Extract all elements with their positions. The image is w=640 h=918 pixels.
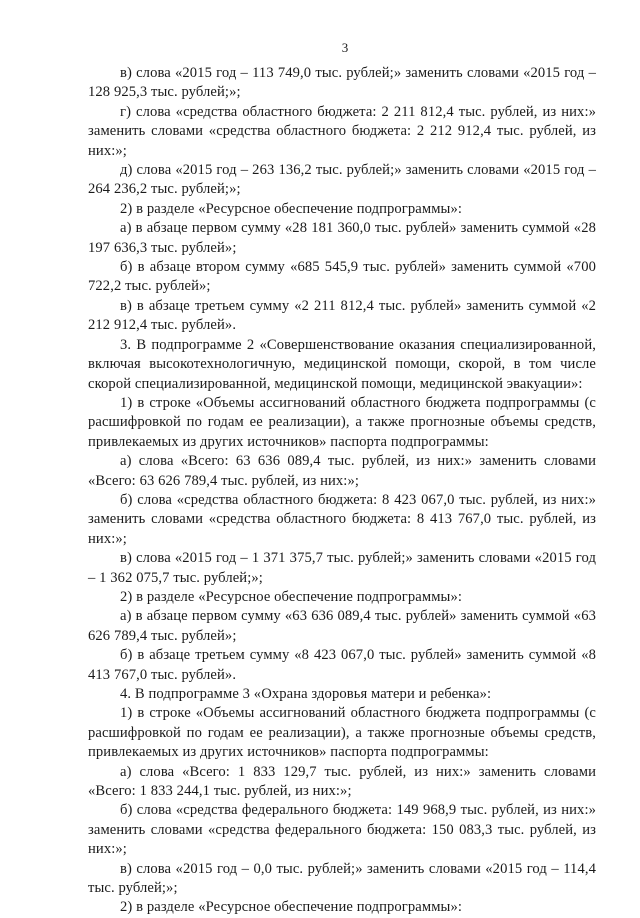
section-heading: 3. В подпрограмме 2 «Совершенствование оказания специализированной, включая высокотехнологичную, медицинской помощи, скорой, в том числе скорой специализированной, медицинской помощи, медицинской эвакуации»: bbox=[88, 336, 596, 392]
section-heading: 2) в разделе «Ресурсное обеспечение подпрограммы»: bbox=[120, 588, 462, 605]
paragraph: а) слова «Всего: 1 833 129,7 тыс. рублей, из них:» заменить словами «Всего: 1 833 244,1 тыс. рублей, из них:»; bbox=[88, 763, 596, 800]
paragraph: д) слова «2015 год – 263 136,2 тыс. рублей;» заменить словами «2015 год – 264 236,2 тыс. рублей;»; bbox=[88, 162, 596, 198]
paragraph: в) слова «2015 год – 1 371 375,7 тыс. рублей;» заменить словами «2015 год – 1 362 075,7 тыс. рублей;»; bbox=[88, 550, 596, 586]
paragraph: б) слова «средства федерального бюджета: 149 968,9 тыс. рублей, из них:» заменить словами «средства федерального бюджета: 150 083,3 тыс. рублей, из них:»; bbox=[88, 802, 596, 858]
section-heading: 2) в разделе «Ресурсное обеспечение подпрограммы»: bbox=[120, 899, 462, 916]
paragraph: а) в абзаце первом сумму «28 181 360,0 тыс. рублей» заменить суммой «28 197 636,3 тыс. рублей»; bbox=[88, 220, 596, 256]
paragraph: в) слова «2015 год – 0,0 тыс. рублей;» заменить словами «2015 год – 114,4 тыс. рублей;»; bbox=[88, 860, 596, 897]
paragraph: а) слова «Всего: 63 636 089,4 тыс. рублей, из них:» заменить словами «Всего: 63 626 789,4 тыс. рублей, из них:»; bbox=[88, 453, 596, 489]
paragraph: в) слова «2015 год – 113 749,0 тыс. рублей;» заменить словами «2015 год – 128 925,3 тыс. рублей;»; bbox=[88, 65, 596, 101]
paragraph: б) в абзаце третьем сумму «8 423 067,0 тыс. рублей» заменить суммой «8 413 767,0 тыс. рублей». bbox=[88, 647, 596, 683]
paragraph: б) в абзаце втором сумму «685 545,9 тыс. рублей» заменить суммой «700 722,2 тыс. рублей»; bbox=[88, 259, 596, 295]
paragraph: 1) в строке «Объемы ассигнований областного бюджета подпрограммы (с расшифровкой по годам ее реализации), а также прогнозные объемы средств, привлекаемых из других источников» паспорта подпрограммы: bbox=[88, 394, 596, 450]
section-heading: 2) в разделе «Ресурсное обеспечение подпрограммы»: bbox=[120, 200, 462, 217]
paragraph: 1) в строке «Объемы ассигнований областного бюджета подпрограммы (с расшифровкой по годам ее реализации), а также прогнозные объемы средств, привлекаемых из других источников» паспорта подпрограммы: bbox=[88, 705, 596, 761]
section-heading: 4. В подпрограмме 3 «Охрана здоровья матери и ребенка»: bbox=[120, 686, 492, 702]
document-body bbox=[88, 64, 596, 918]
paragraph: г) слова «средства областного бюджета: 2 211 812,4 тыс. рублей, из них:» заменить словами «средства областного бюджета: 2 212 912,4 тыс. рублей, из них:»; bbox=[88, 103, 596, 159]
page-number: 3 bbox=[341, 40, 349, 55]
paragraph: а) в абзаце первом сумму «63 636 089,4 тыс. рублей» заменить суммой «63 626 789,4 тыс. рублей»; bbox=[88, 608, 596, 644]
paragraph: б) слова «средства областного бюджета: 8 423 067,0 тыс. рублей, из них:» заменить словами «средства областного бюджета: 8 413 767,0 тыс. рублей, из них:»; bbox=[88, 491, 596, 547]
paragraph: в) в абзаце третьем сумму «2 211 812,4 тыс. рублей» заменить суммой «2 212 912,4 тыс. рублей». bbox=[88, 297, 596, 334]
